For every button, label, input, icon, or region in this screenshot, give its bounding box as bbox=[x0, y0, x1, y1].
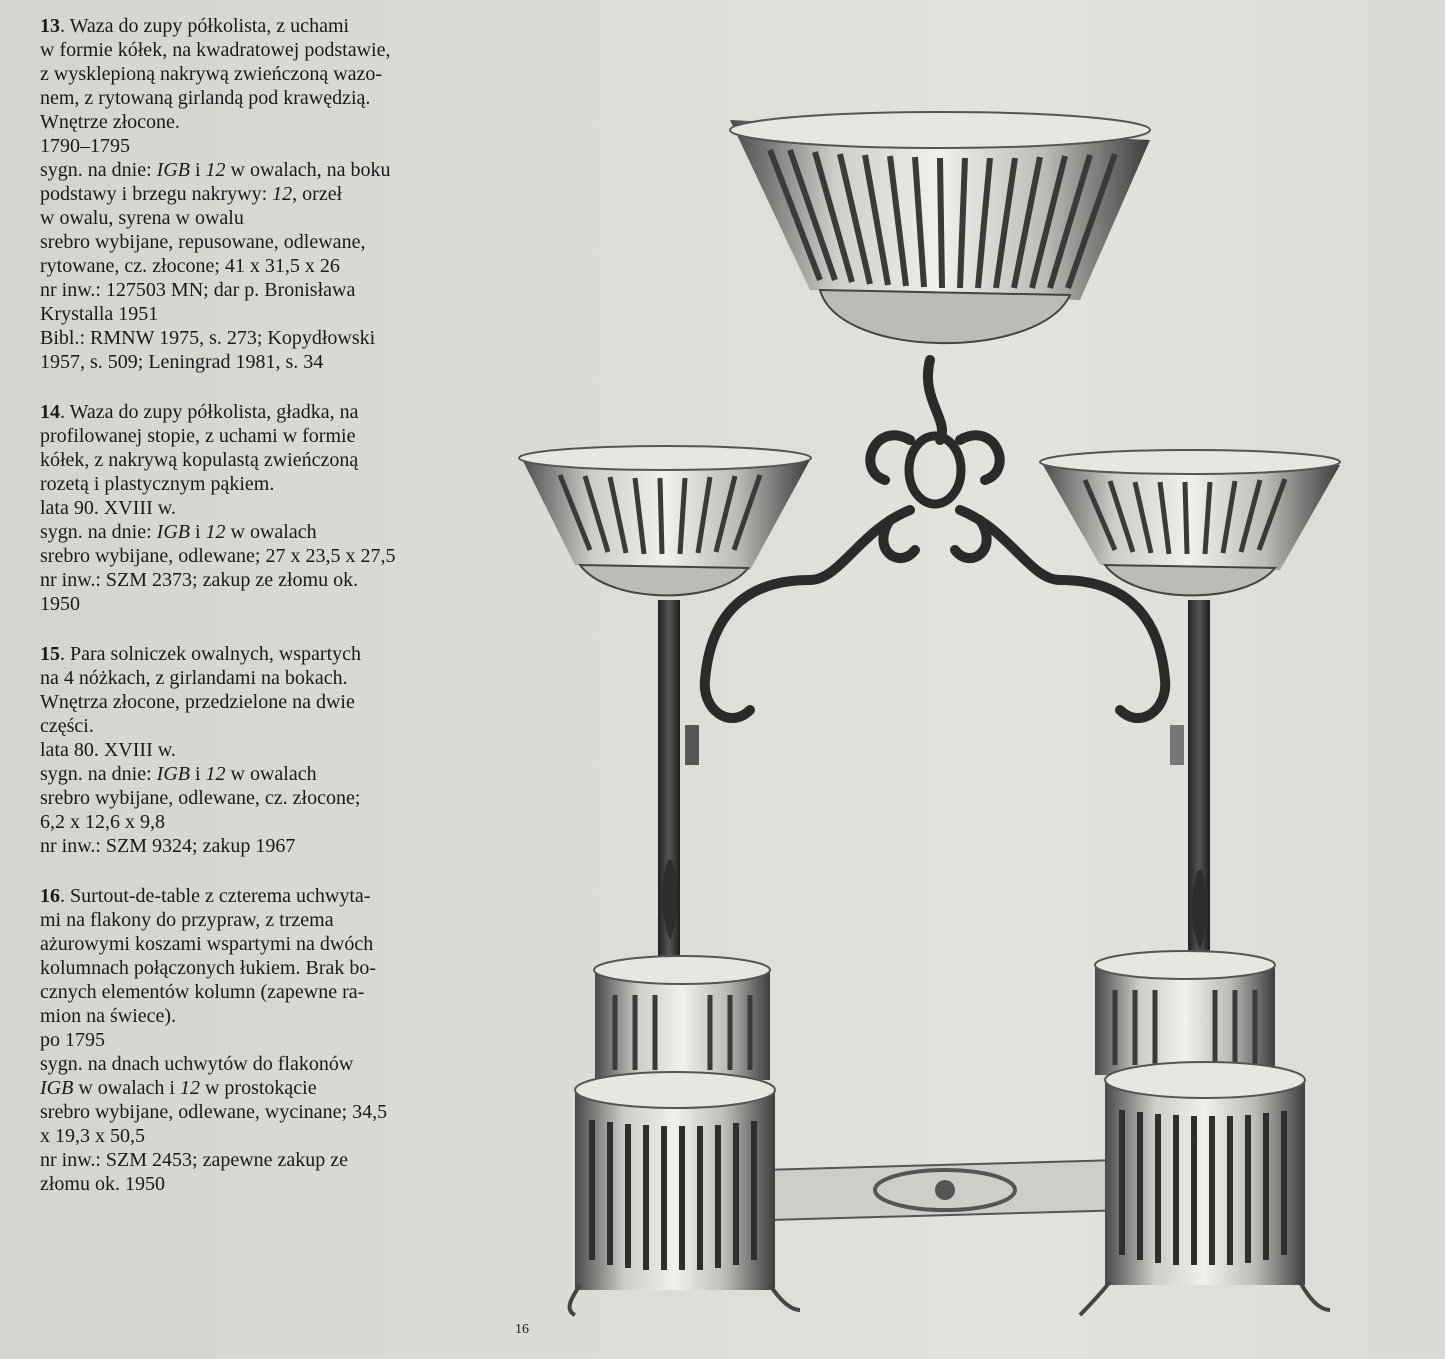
italic-mark: 12 bbox=[179, 1077, 200, 1099]
entry-line bbox=[40, 254, 460, 278]
entry-line bbox=[40, 956, 460, 980]
entry-line bbox=[40, 520, 460, 544]
line-text: 6,2 x 12,6 x 9,8 bbox=[40, 811, 165, 833]
line-text: rozetą i plastycznym pąkiem. bbox=[40, 473, 275, 495]
line-text: . Waza do zupy półkolista, z uchami bbox=[60, 15, 350, 37]
line-text: nr inw.: 127503 MN; dar p. Bronisława bbox=[40, 279, 356, 301]
entry-line bbox=[40, 786, 460, 810]
entry-number: 16 bbox=[40, 885, 60, 907]
line-text: w formie kółek, na kwadratowej podstawie, bbox=[40, 39, 391, 61]
entry-line bbox=[40, 642, 460, 666]
entry-line bbox=[40, 762, 460, 786]
line-text: srebro wybijane, odlewane, cz. złocone; bbox=[40, 787, 361, 809]
line-text: nem, z rytowaną girlandą pod krawędzią. bbox=[40, 87, 371, 109]
entry-number: 13 bbox=[40, 15, 60, 37]
line-text: , orzeł bbox=[292, 183, 343, 205]
line-text: kolumnach połączonych łukiem. Brak bo- bbox=[40, 957, 377, 979]
right-basket bbox=[1040, 450, 1340, 595]
base-stretcher bbox=[760, 1160, 1130, 1220]
line-text: z wysklepioną nakrywą zwieńczoną wazo- bbox=[40, 63, 383, 85]
entry-line bbox=[40, 110, 460, 134]
entry-number: 14 bbox=[40, 401, 60, 423]
line-text: nr inw.: SZM 2373; zakup ze złomu ok. bbox=[40, 569, 359, 591]
catalog-entry bbox=[40, 400, 460, 616]
entry-line bbox=[40, 666, 460, 690]
line-text: sygn. na dnie: bbox=[40, 159, 157, 181]
line-text: cznych elementów kolumn (zapewne ra- bbox=[40, 981, 365, 1003]
italic-mark: 12 bbox=[272, 183, 293, 205]
catalog-entry bbox=[40, 14, 460, 374]
entry-line bbox=[40, 1172, 460, 1196]
line-text: nr inw.: SZM 2453; zapewne zakup ze bbox=[40, 1149, 349, 1171]
line-text: w prostokącie bbox=[199, 1077, 317, 1099]
line-text: lata 90. XVIII w. bbox=[40, 497, 176, 519]
entry-line bbox=[40, 14, 460, 38]
entry-line bbox=[40, 62, 460, 86]
line-text: x 19,3 x 50,5 bbox=[40, 1125, 145, 1147]
line-text: 1957, s. 509; Leningrad 1981, s. 34 bbox=[40, 351, 324, 373]
line-text: srebro wybijane, odlewane, wycinane; 34,5 bbox=[40, 1101, 388, 1123]
surtout-de-table-photo bbox=[480, 60, 1400, 1350]
line-text: Krystalla 1951 bbox=[40, 303, 159, 325]
italic-mark: 12 bbox=[205, 763, 226, 785]
flacon-holder-front-right bbox=[1080, 1062, 1330, 1315]
entry-line bbox=[40, 690, 460, 714]
italic-mark: 12 bbox=[205, 159, 226, 181]
entry-line bbox=[40, 834, 460, 858]
line-text: 1790–1795 bbox=[40, 135, 130, 157]
top-basket bbox=[730, 112, 1150, 343]
line-text: podstawy i brzegu nakrywy: bbox=[40, 183, 273, 205]
entry-number: 15 bbox=[40, 643, 60, 665]
line-text: . Surtout-de-table z czterema uchwyta- bbox=[60, 885, 371, 907]
line-text: i bbox=[189, 159, 206, 181]
line-text: Wnętrze złocone. bbox=[40, 111, 180, 133]
line-text: srebro wybijane, odlewane; 27 x 23,5 x 27,5 bbox=[40, 545, 396, 567]
entry-line bbox=[40, 302, 460, 326]
line-text: sygn. na dnach uchwytów do flakonów bbox=[40, 1053, 354, 1075]
page-number: 16 bbox=[515, 1322, 529, 1337]
entry-line bbox=[40, 182, 460, 206]
line-text: 1950 bbox=[40, 593, 80, 615]
line-text: mion na świece). bbox=[40, 1005, 177, 1027]
line-text: sygn. na dnie: bbox=[40, 763, 157, 785]
line-text: . Para solniczek owalnych, wspartych bbox=[60, 643, 362, 665]
line-text: rytowane, cz. złocone; 41 x 31,5 x 26 bbox=[40, 255, 340, 277]
catalog-entry bbox=[40, 884, 460, 1196]
entry-line bbox=[40, 424, 460, 448]
italic-mark: IGB bbox=[40, 1077, 74, 1099]
entry-line bbox=[40, 1100, 460, 1124]
catalog-entry bbox=[40, 642, 460, 858]
line-text: po 1795 bbox=[40, 1029, 105, 1051]
entry-line bbox=[40, 980, 460, 1004]
entry-line bbox=[40, 1076, 460, 1100]
left-basket bbox=[519, 446, 811, 595]
italic-mark: IGB bbox=[156, 521, 190, 543]
catalog-text-column bbox=[40, 14, 460, 1222]
line-text: mi na flakony do przypraw, z trzema bbox=[40, 909, 334, 931]
line-text: srebro wybijane, repusowane, odlewane, bbox=[40, 231, 366, 253]
line-text: złomu ok. 1950 bbox=[40, 1173, 165, 1195]
entry-line bbox=[40, 278, 460, 302]
entry-line bbox=[40, 86, 460, 110]
italic-mark: 12 bbox=[205, 521, 226, 543]
entry-line bbox=[40, 714, 460, 738]
line-text: Wnętrza złocone, przedzielone na dwie bbox=[40, 691, 355, 713]
flacon-holder-back-right bbox=[1095, 951, 1275, 1075]
entry-line bbox=[40, 1004, 460, 1028]
entry-line bbox=[40, 810, 460, 834]
entry-line bbox=[40, 230, 460, 254]
entry-line bbox=[40, 568, 460, 592]
line-text: kółek, z nakrywą kopulastą zwieńczoną bbox=[40, 449, 359, 471]
entry-line bbox=[40, 1028, 460, 1052]
entry-line bbox=[40, 134, 460, 158]
italic-mark: IGB bbox=[156, 159, 190, 181]
line-text: ażurowymi koszami wspartymi na dwóch bbox=[40, 933, 374, 955]
entry-line bbox=[40, 592, 460, 616]
entry-line bbox=[40, 738, 460, 762]
entry-line bbox=[40, 448, 460, 472]
line-text: części. bbox=[40, 715, 94, 737]
entry-line bbox=[40, 472, 460, 496]
line-text: w owalach, na boku bbox=[225, 159, 391, 181]
line-text: w owalu, syrena w owalu bbox=[40, 207, 244, 229]
entry-line bbox=[40, 496, 460, 520]
line-text: i bbox=[189, 763, 206, 785]
entry-line bbox=[40, 908, 460, 932]
entry-line bbox=[40, 1052, 460, 1076]
line-text: i bbox=[189, 521, 206, 543]
line-text: sygn. na dnie: bbox=[40, 521, 157, 543]
entry-line bbox=[40, 38, 460, 62]
entry-line bbox=[40, 932, 460, 956]
line-text: na 4 nóżkach, z girlandami na bokach. bbox=[40, 667, 348, 689]
entry-line bbox=[40, 1124, 460, 1148]
entry-line bbox=[40, 400, 460, 424]
flacon-holder-back-left bbox=[594, 956, 770, 1080]
entry-line bbox=[40, 1148, 460, 1172]
line-text: w owalach bbox=[225, 521, 317, 543]
line-text: profilowanej stopie, z uchami w formie bbox=[40, 425, 356, 447]
entry-line bbox=[40, 158, 460, 182]
entry-line bbox=[40, 884, 460, 908]
entry-line bbox=[40, 350, 460, 374]
line-text: lata 80. XVIII w. bbox=[40, 739, 176, 761]
entry-line bbox=[40, 206, 460, 230]
flacon-holder-front-left bbox=[570, 1072, 800, 1315]
line-text: nr inw.: SZM 9324; zakup 1967 bbox=[40, 835, 296, 857]
italic-mark: IGB bbox=[156, 763, 190, 785]
entry-line bbox=[40, 544, 460, 568]
line-text: . Waza do zupy półkolista, gładka, na bbox=[60, 401, 359, 423]
line-text: Bibl.: RMNW 1975, s. 273; Kopydłowski bbox=[40, 327, 376, 349]
line-text: w owalach i bbox=[73, 1077, 180, 1099]
entry-line bbox=[40, 326, 460, 350]
line-text: w owalach bbox=[225, 763, 317, 785]
